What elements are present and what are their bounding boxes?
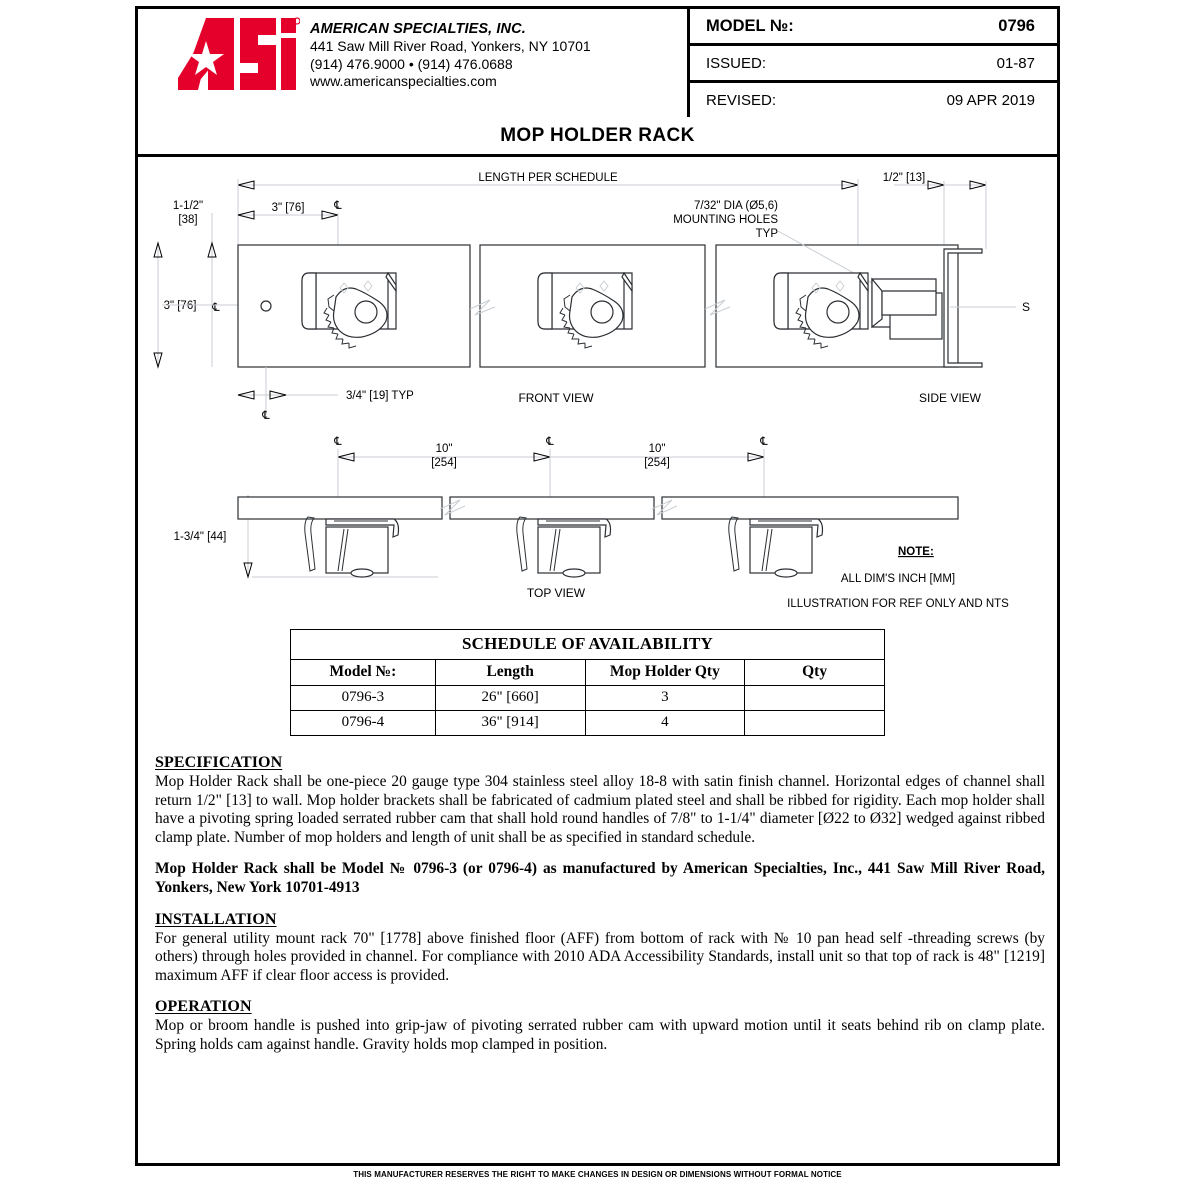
dim-254-a: [254] [431,457,457,469]
company-address: 441 Saw Mill River Road, Yonkers, NY 10701 [310,38,591,54]
operation-heading: OPERATION [155,998,252,1016]
dim-1-1-2: 1-1/2" [172,200,204,212]
model-value: 0796 [998,16,1035,35]
manufacturer-statement: Mop Holder Rack shall be Model № 0796-3 (or 0796-4) as manufactured by American Specialties, Inc., 441 Saw Mill River Road, Yonkers, New York 10701-4913 [155,860,1045,896]
table-row [291,711,885,736]
issued-label: ISSUED: [706,54,767,72]
dim-3-inch-left: 3" [76] [163,300,197,312]
specification-heading: SPECIFICATION [155,754,283,771]
sheet-header [138,9,1057,117]
label-side-view: SIDE VIEW [918,391,982,405]
drawing-sheet [135,6,1060,1166]
dim-3-inch-top: 3" [76] [271,202,305,214]
company-website: www.americanspecialties.com [310,73,497,89]
dim-1-3-4: 1-3/4" [44] [173,531,227,543]
label-side-s: S [1022,300,1031,314]
model-row [690,9,1057,46]
centerline-symbol-top-c: ℄ [760,436,768,448]
row1-qty[interactable] [745,711,885,736]
issued-row [690,46,1057,83]
centerline-symbol-bottom: ℄ [262,410,270,422]
callout-hole-dia: 7/32" DIA (Ø5,6) [694,200,778,212]
note-heading: NOTE: [898,546,934,558]
col-model: Model №: [291,660,436,686]
row0-length: 26" [660] [435,686,585,711]
dim-10-b: 10" [648,443,666,455]
row0-mop-qty: 3 [585,686,745,711]
centerline-symbol-top-a: ℄ [334,436,342,448]
model-info-block [690,9,1057,117]
asi-logo [178,15,300,93]
dim-3-4-typ: 3/4" [19] TYP [346,390,414,402]
centerline-symbol-top: ℄ [334,200,342,212]
dim-half-inch: 1/2" [13] [882,172,926,184]
specification-body: Mop Holder Rack shall be one-piece 20 gauge type 304 stainless steel alloy 18-8 with satin finish channel. Horizontal edges of channel shall return 1/2" [13] to wall. Mop holder brackets shall be fabricated of cadmium plated steel and shall be ribbed for rigidity. Each mop holder shall have a pivoting spring loaded serrated rubber cam that shall hold round handles of 7/8" to 1-1/4" diameter [Ø22 to Ø32] wedged against ribbed clamp plate. Number of mop holders and length of unit shall be as specified in standard schedule. [155,773,1045,846]
text-sections [155,754,1045,1055]
revised-label: REVISED: [706,91,777,109]
row1-length: 36" [914] [435,711,585,736]
schedule-caption: SCHEDULE OF AVAILABILITY [291,630,885,660]
schedule-of-availability-table [290,629,885,736]
model-label: MODEL №: [706,16,794,35]
revised-row [690,83,1057,117]
label-front-view: FRONT VIEW [518,391,594,405]
company-phone: (914) 476.9000 • (914) 476.0688 [310,55,513,72]
row0-model: 0796-3 [291,686,436,711]
label-top-view: TOP VIEW [526,586,586,600]
col-mop-holder-qty: Mop Holder Qty [585,660,745,686]
installation-heading: INSTALLATION [155,910,277,928]
sheet-footer: THIS MANUFACTURER RESERVES THE RIGHT TO MAKE CHANGES IN DESIGN OR DIMENSIONS WITHOUT FORMAL NOTICE [353,1170,842,1179]
sheet-title-band [138,117,1057,157]
callout-hole-typ: TYP [755,228,778,240]
page-title: MOP HOLDER RACK [500,124,695,146]
revised-value: 09 APR 2019 [946,91,1035,109]
row1-model: 0796-4 [291,711,436,736]
centerline-symbol-left: ℄ [212,302,220,314]
note-line-1: ALL DIM'S INCH [MM] [840,573,956,585]
dim-254-b: [254] [644,457,670,469]
callout-hole-l2: MOUNTING HOLES [673,214,778,226]
installation-body: For general utility mount rack 70" [1778] above finished floor (AFF) from bottom of rack with № 10 pan head self -threading screws (by others) through holes provided in channel. For compliance with 2010 ADA Accessibility Standards, install unit so that top of rack is 48" [1219] maximum AFF if clear floor access is provided. [155,929,1045,984]
col-length: Length [435,660,585,686]
company-block [138,9,690,117]
company-name: AMERICAN SPECIALTIES, INC. [310,21,526,37]
row0-qty[interactable] [745,686,885,711]
note-line-2: ILLUSTRATION FOR REF ONLY AND NTS [787,598,1009,610]
table-caption-row [291,630,885,660]
dim-10-a: 10" [435,443,453,455]
col-qty: Qty [745,660,885,686]
dim-length-per-schedule: LENGTH PER SCHEDULE [478,172,618,184]
table-header-row [291,660,885,686]
drawing-area [138,157,1057,627]
dim-38: [38] [178,214,198,226]
row1-mop-qty: 4 [585,711,745,736]
table-row [291,686,885,711]
issued-value: 01-87 [996,54,1035,72]
operation-body: Mop or broom handle is pushed into grip-jaw of pivoting serrated rubber cam with upward motion until it seats behind rib on clamp plate. Spring holds cam against handle. Gravity holds mop clamped in position. [155,1017,1045,1053]
centerline-symbol-top-b: ℄ [546,436,554,448]
